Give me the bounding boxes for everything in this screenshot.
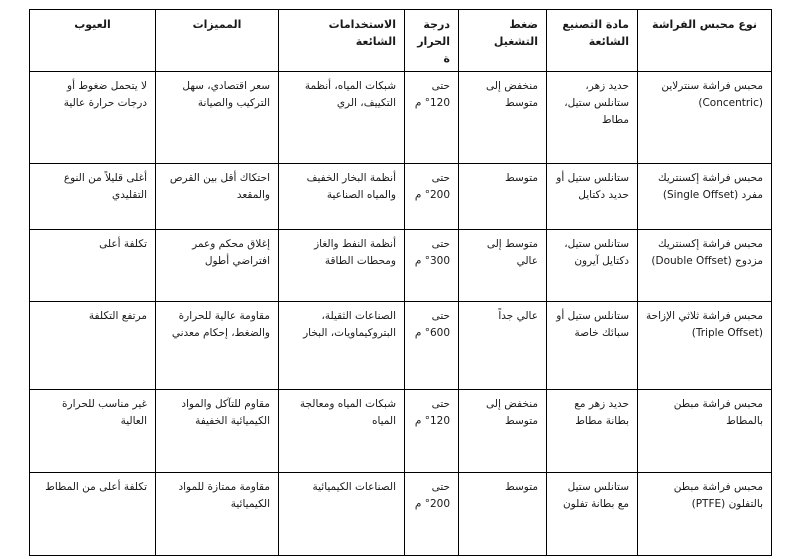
cell-temperature: حتى 120° م <box>405 390 459 473</box>
cell-cons: غير مناسب للحرارة العالية <box>30 390 156 473</box>
table-row <box>30 164 772 230</box>
cell-material: ستانلس ستيل، دكتايل آيرون <box>547 230 638 302</box>
cell-uses: الصناعات الكيميائية <box>279 473 405 556</box>
cell-pressure: منخفض إلى متوسط <box>459 390 547 473</box>
table-row <box>30 473 772 556</box>
header-pros: المميزات <box>156 10 279 72</box>
header-material: مادة التصنيع الشائعة <box>547 10 638 72</box>
header-cons: العيوب <box>30 10 156 72</box>
cell-material: ستانلس ستيل مع بطانة تفلون <box>547 473 638 556</box>
cell-material: ستانلس ستيل أو سبائك خاصة <box>547 302 638 390</box>
table-row <box>30 302 772 390</box>
cell-uses: أنظمة البخار الخفيف والمياه الصناعية <box>279 164 405 230</box>
cell-valve-type: محبس فراشة إكسنتريك مزدوج (Double Offset) <box>638 230 772 302</box>
cell-temperature: حتى 300° م <box>405 230 459 302</box>
cell-uses: شبكات المياه، أنظمة التكييف، الري <box>279 72 405 164</box>
cell-cons: لا يتحمل ضغوط أو درجات حرارة عالية <box>30 72 156 164</box>
cell-valve-type: محبس فراشة مبطن بالمطاط <box>638 390 772 473</box>
table-container <box>29 9 772 556</box>
header-valve-type: نوع محبس الفراشة <box>638 10 772 72</box>
cell-pressure: عالي جداً <box>459 302 547 390</box>
cell-temperature: حتى 600° م <box>405 302 459 390</box>
cell-material: حديد زهر، ستانلس ستيل، مطاط <box>547 72 638 164</box>
header-temperature: درجة الحرارة <box>405 10 459 72</box>
table-row <box>30 230 772 302</box>
cell-cons: أغلى قليلاً من النوع التقليدي <box>30 164 156 230</box>
cell-pros: إغلاق محكم وعمر افتراضي أطول <box>156 230 279 302</box>
butterfly-valve-table <box>29 9 772 556</box>
cell-pros: مقاوم للتآكل والمواد الكيميائية الخفيفة <box>156 390 279 473</box>
cell-cons: مرتفع التكلفة <box>30 302 156 390</box>
table-row <box>30 72 772 164</box>
cell-pressure: منخفض إلى متوسط <box>459 72 547 164</box>
table-row <box>30 390 772 473</box>
header-pressure: ضغط التشغيل <box>459 10 547 72</box>
cell-uses: أنظمة النفط والغاز ومحطات الطاقة <box>279 230 405 302</box>
cell-pros: مقاومة ممتازة للمواد الكيميائية <box>156 473 279 556</box>
cell-valve-type: محبس فراشة سنترلاين (Concentric) <box>638 72 772 164</box>
cell-pressure: متوسط <box>459 473 547 556</box>
cell-valve-type: محبس فراشة مبطن بالتفلون (PTFE) <box>638 473 772 556</box>
cell-cons: تكلفة أعلى <box>30 230 156 302</box>
cell-uses: الصناعات الثقيلة، البتروكيماويات، البخار <box>279 302 405 390</box>
cell-pressure: متوسط <box>459 164 547 230</box>
cell-valve-type: محبس فراشة ثلاثي الإزاحة (Triple Offset) <box>638 302 772 390</box>
cell-temperature: حتى 200° م <box>405 473 459 556</box>
cell-valve-type: محبس فراشة إكسنتريك مفرد (Single Offset) <box>638 164 772 230</box>
cell-pros: مقاومة عالية للحرارة والضغط، إحكام معدني <box>156 302 279 390</box>
cell-material: ستانلس ستيل أو حديد دكتايل <box>547 164 638 230</box>
cell-pros: سعر اقتصادي، سهل التركيب والصيانة <box>156 72 279 164</box>
table-header-row <box>30 10 772 72</box>
cell-temperature: حتى 120° م <box>405 72 459 164</box>
cell-uses: شبكات المياه ومعالجة المياه <box>279 390 405 473</box>
header-uses: الاستخدامات الشائعة <box>279 10 405 72</box>
cell-temperature: حتى 200° م <box>405 164 459 230</box>
cell-pressure: متوسط إلى عالي <box>459 230 547 302</box>
cell-pros: احتكاك أقل بين القرص والمقعد <box>156 164 279 230</box>
cell-cons: تكلفة أعلى من المطاط <box>30 473 156 556</box>
cell-material: حديد زهر مع بطانة مطاط <box>547 390 638 473</box>
